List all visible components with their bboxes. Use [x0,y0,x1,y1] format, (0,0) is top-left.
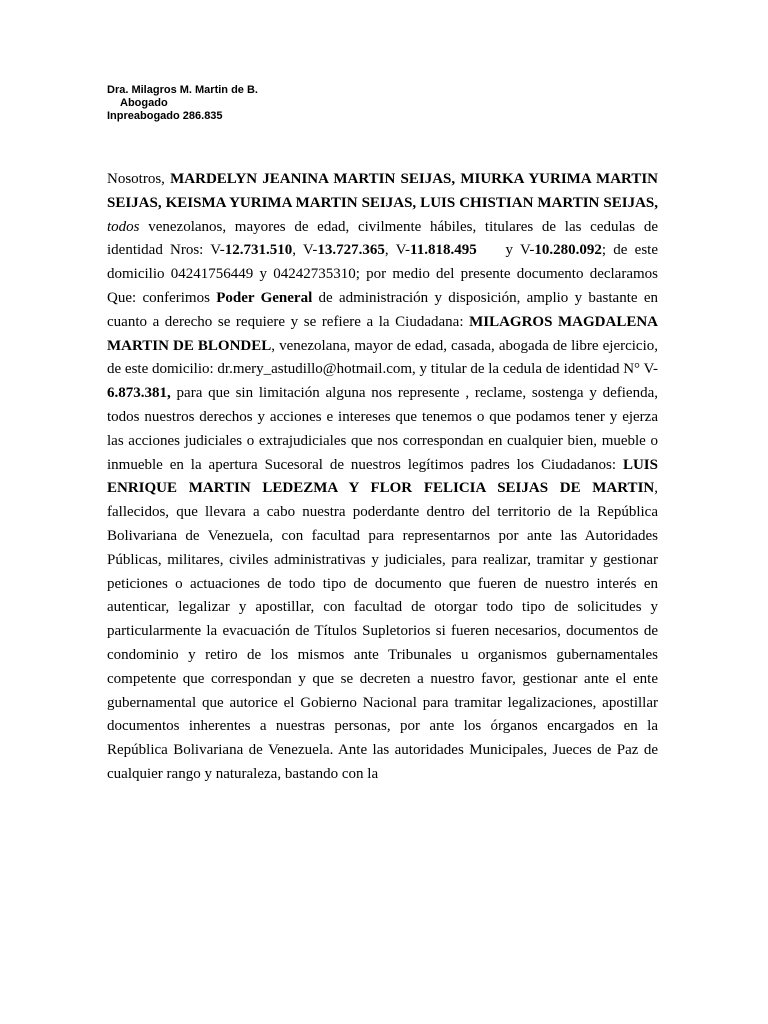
inpreabogado-number: Inpreabogado 286.835 [107,110,223,122]
body-text: de administración y disposición, amplio y bastante en cuanto a derecho se requiere y se refiere a la Ciudadana: [107,289,658,330]
body-text: Nosotros, [107,171,171,187]
parents-names: LUIS ENRIQUE MARTIN LEDEZMA Y FLOR FELICIA SEIJAS DE MARTIN [107,456,658,497]
body-text: para que sin limitación alguna nos represente , reclame, sostenga y defienda, todos nuestros derechos y acciones e intereses que tenemos o que podamos tener y ejerza las acciones judiciales o extrajudiciales que nos correspondan en cualquier bien, mueble o inmueble en la apertura Sucesoral de nuestros legítimos padres los Ciudadanos: [107,385,658,473]
lawyer-name: Dra. Milagros M. Martin de B. [107,84,258,96]
id-number: 11.818.495 [410,242,477,259]
body-text: , fallecidos, que llevara a cabo nuestra poderdante dentro del territorio de la República Bolivariana de Venezuela, con facultad para representarnos por ante las Autoridades Públicas, militares, civiles administrativas y judiciales, para realizar, tramitar y gestionar peticiones o actuaciones de todo tipo de documento que fueren de nuestro interés en autenticar, legalizar y apostillar, con facultad de otorgar todo tipo de solicitudes y particularmente la evacuación de Títulos Supletorios si fueren necesarios, documentos de condominio y retiro de los mismos ante Tribunales u organismos gubernamentales competente que correspondan y que se decreten a nuestro favor, gestionar ante el ente gubernamental que autorice el Gobierno Nacional para tramitar legalizaciones, apostillar documentos inherentes a nuestras personas, por ante los órganos encargados en la República Bolivariana de Venezuela. Ante las autoridades Municipales, Jueces de Paz de cualquier rango y naturaleza, bastando con la [107,480,658,782]
body-text: , venezolana, mayor de edad, casada, abogada de libre ejercicio, de este domicilio: dr.mery_astudillo@hotmail.com, y titular de la cedula de identidad N° V- [107,337,658,378]
body-text: ; de este domicilio 04241756449 y 04242735310; por medio del presente documento declaramos Que: conferimos [107,242,658,306]
attorney-id-number: 6.873.381, [107,385,171,402]
letterhead [107,84,258,123]
attorney-name: MILAGROS MAGDALENA MARTIN DE BLONDEL [107,313,659,354]
body-text: venezolanos, mayores de edad, civilmente hábiles, titulares de las cedulas de identidad Nros: V- [107,218,658,259]
power-type: Poder General [216,289,313,306]
grantors-names: MARDELYN JEANINA MARTIN SEIJAS, MIURKA YURIMA MARTIN SEIJAS, KEISMA YURIMA MARTIN SEIJAS, LUIS CHISTIAN MARTIN SEIJAS, [107,171,659,211]
id-number: 12.731.510 [224,242,293,259]
body-text-italic: todos [107,218,140,235]
power-of-attorney-body [107,168,658,787]
body-text: , V- [384,242,411,259]
body-text: , V- [292,242,318,259]
lawyer-title: Abogado [120,97,168,109]
body-text: y V- [476,242,535,259]
id-number: 10.280.092 [534,242,602,259]
id-number: 13.727.365 [317,242,385,259]
